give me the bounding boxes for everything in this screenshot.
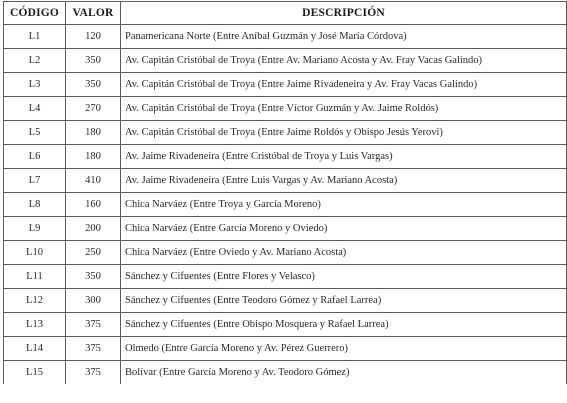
table-row bbox=[4, 265, 567, 289]
row-value-cell: 160 bbox=[66, 193, 121, 217]
row-description-cell: Panamericana Norte (Entre Aníbal Guzmán y José María Córdova) bbox=[121, 25, 567, 49]
row-value-cell: 350 bbox=[66, 265, 121, 289]
streets-table bbox=[3, 1, 567, 384]
row-code-cell: L9 bbox=[4, 217, 66, 241]
row-value-cell: 120 bbox=[66, 25, 121, 49]
row-description-cell: Sánchez y Cifuentes (Entre Flores y Velasco) bbox=[121, 265, 567, 289]
row-description-cell: Sánchez y Cifuentes (Entre Obispo Mosquera y Rafael Larrea) bbox=[121, 313, 567, 337]
row-value-cell: 350 bbox=[66, 49, 121, 73]
row-description-cell: Av. Capitán Cristóbal de Troya (Entre Jaime Rivadeneira y Av. Fray Vacas Galindo) bbox=[121, 73, 567, 97]
row-value-cell: 270 bbox=[66, 97, 121, 121]
row-code-cell: L5 bbox=[4, 121, 66, 145]
row-code-cell: L2 bbox=[4, 49, 66, 73]
table-row bbox=[4, 121, 567, 145]
row-code-cell: L13 bbox=[4, 313, 66, 337]
row-value-cell: 410 bbox=[66, 169, 121, 193]
table-row bbox=[4, 169, 567, 193]
row-code-cell: L8 bbox=[4, 193, 66, 217]
table-row bbox=[4, 337, 567, 361]
table-row bbox=[4, 361, 567, 385]
row-description-cell: Chica Narváez (Entre García Moreno y Oviedo) bbox=[121, 217, 567, 241]
table-row bbox=[4, 145, 567, 169]
header-row bbox=[4, 2, 567, 25]
row-description-cell: Chica Narváez (Entre Oviedo y Av. Mariano Acosta) bbox=[121, 241, 567, 265]
row-value-cell: 375 bbox=[66, 313, 121, 337]
row-value-cell: 180 bbox=[66, 121, 121, 145]
table-row bbox=[4, 25, 567, 49]
row-code-cell: L14 bbox=[4, 337, 66, 361]
row-value-cell: 350 bbox=[66, 73, 121, 97]
row-value-cell: 250 bbox=[66, 241, 121, 265]
row-code-cell: L4 bbox=[4, 97, 66, 121]
code-column-header: CÓDIGO bbox=[4, 2, 66, 25]
row-description-cell: Bolívar (Entre García Moreno y Av. Teodoro Gómez) bbox=[121, 361, 567, 385]
row-description-cell: Sánchez y Cifuentes (Entre Teodoro Gómez y Rafael Larrea) bbox=[121, 289, 567, 313]
row-code-cell: L6 bbox=[4, 145, 66, 169]
table-row bbox=[4, 49, 567, 73]
row-value-cell: 200 bbox=[66, 217, 121, 241]
row-code-cell: L1 bbox=[4, 25, 66, 49]
row-code-cell: L7 bbox=[4, 169, 66, 193]
table-row bbox=[4, 97, 567, 121]
table-header bbox=[4, 2, 567, 25]
table-body bbox=[4, 25, 567, 385]
row-code-cell: L3 bbox=[4, 73, 66, 97]
row-code-cell: L12 bbox=[4, 289, 66, 313]
row-value-cell: 375 bbox=[66, 361, 121, 385]
row-code-cell: L15 bbox=[4, 361, 66, 385]
table-row bbox=[4, 73, 567, 97]
row-description-cell: Chica Narváez (Entre Troya y García Moreno) bbox=[121, 193, 567, 217]
row-value-cell: 300 bbox=[66, 289, 121, 313]
row-description-cell: Av. Capitán Cristóbal de Troya (Entre Víctor Guzmán y Av. Jaime Roldós) bbox=[121, 97, 567, 121]
row-description-cell: Av. Capitán Cristóbal de Troya (Entre Av. Mariano Acosta y Av. Fray Vacas Galindo) bbox=[121, 49, 567, 73]
row-description-cell: Av. Jaime Rivadeneira (Entre Luis Vargas y Av. Mariano Acosta) bbox=[121, 169, 567, 193]
row-description-cell: Av. Capitán Cristóbal de Troya (Entre Jaime Roldós y Obispo Jesús Yerovi) bbox=[121, 121, 567, 145]
table-row bbox=[4, 193, 567, 217]
row-code-cell: L11 bbox=[4, 265, 66, 289]
description-column-header: DESCRIPCIÓN bbox=[121, 2, 567, 25]
row-description-cell: Olmedo (Entre García Moreno y Av. Pérez Guerrero) bbox=[121, 337, 567, 361]
row-code-cell: L10 bbox=[4, 241, 66, 265]
row-value-cell: 180 bbox=[66, 145, 121, 169]
table-row bbox=[4, 289, 567, 313]
table-row bbox=[4, 241, 567, 265]
table-row bbox=[4, 313, 567, 337]
value-column-header: VALOR bbox=[66, 2, 121, 25]
row-description-cell: Av. Jaime Rivadeneira (Entre Cristóbal de Troya y Luis Vargas) bbox=[121, 145, 567, 169]
table-row bbox=[4, 217, 567, 241]
row-value-cell: 375 bbox=[66, 337, 121, 361]
